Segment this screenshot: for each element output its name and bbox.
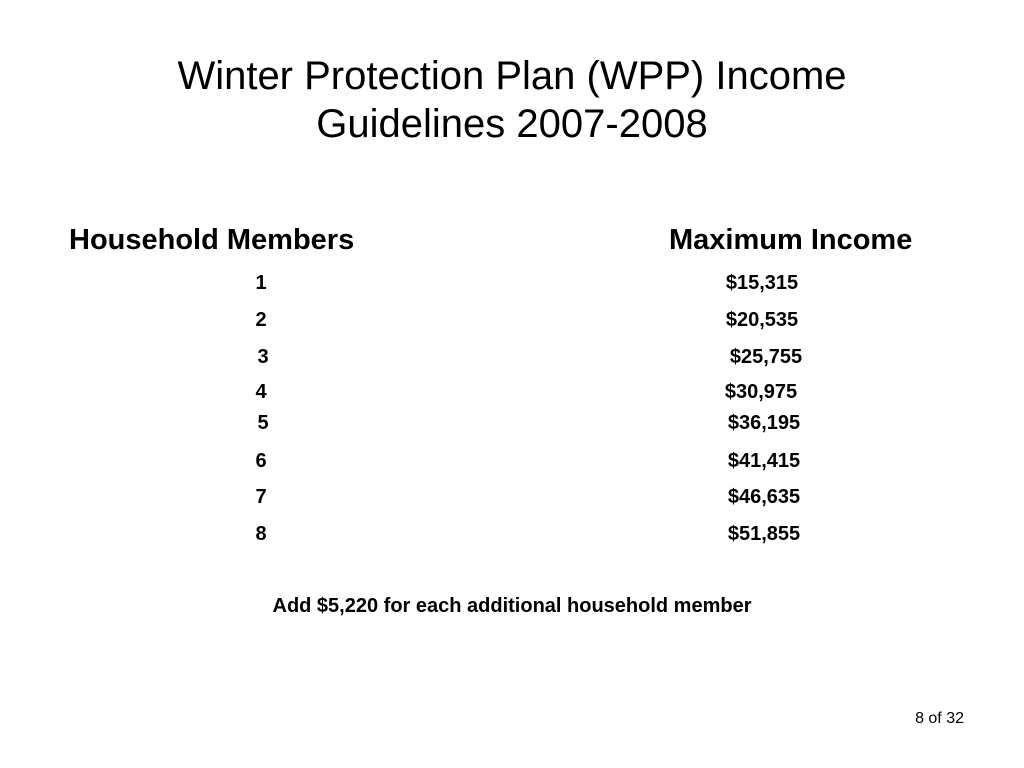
slide-title [0,52,1024,148]
household-members-header: Household Members [69,224,355,256]
household-members-cell: 7 [255,486,267,508]
household-members-cell: 6 [255,450,267,472]
page-number: 8 of 32 [915,710,964,727]
maximum-income-cell: $41,415 [727,450,801,472]
maximum-income-cell: $36,195 [727,412,801,434]
household-members-cell: 2 [255,309,267,331]
maximum-income-cell: $30,975 [724,381,798,403]
maximum-income-cell: $46,635 [727,486,801,508]
household-members-cell: 1 [255,272,267,294]
slide-title-line-2: Guidelines 2007-2008 [316,102,708,146]
household-members-cell: 5 [257,412,269,434]
maximum-income-cell: $15,315 [725,272,799,294]
maximum-income-cell: $25,755 [729,346,803,368]
maximum-income-header: Maximum Income [669,224,913,256]
household-members-cell: 4 [255,381,267,403]
household-members-cell: 8 [255,523,267,545]
additional-member-note: Add $5,220 for each additional household member [272,595,752,617]
slide-title-line-1: Winter Protection Plan (WPP) Income [177,54,847,98]
maximum-income-cell: $51,855 [727,523,801,545]
household-members-cell: 3 [257,346,269,368]
maximum-income-cell: $20,535 [725,309,799,331]
